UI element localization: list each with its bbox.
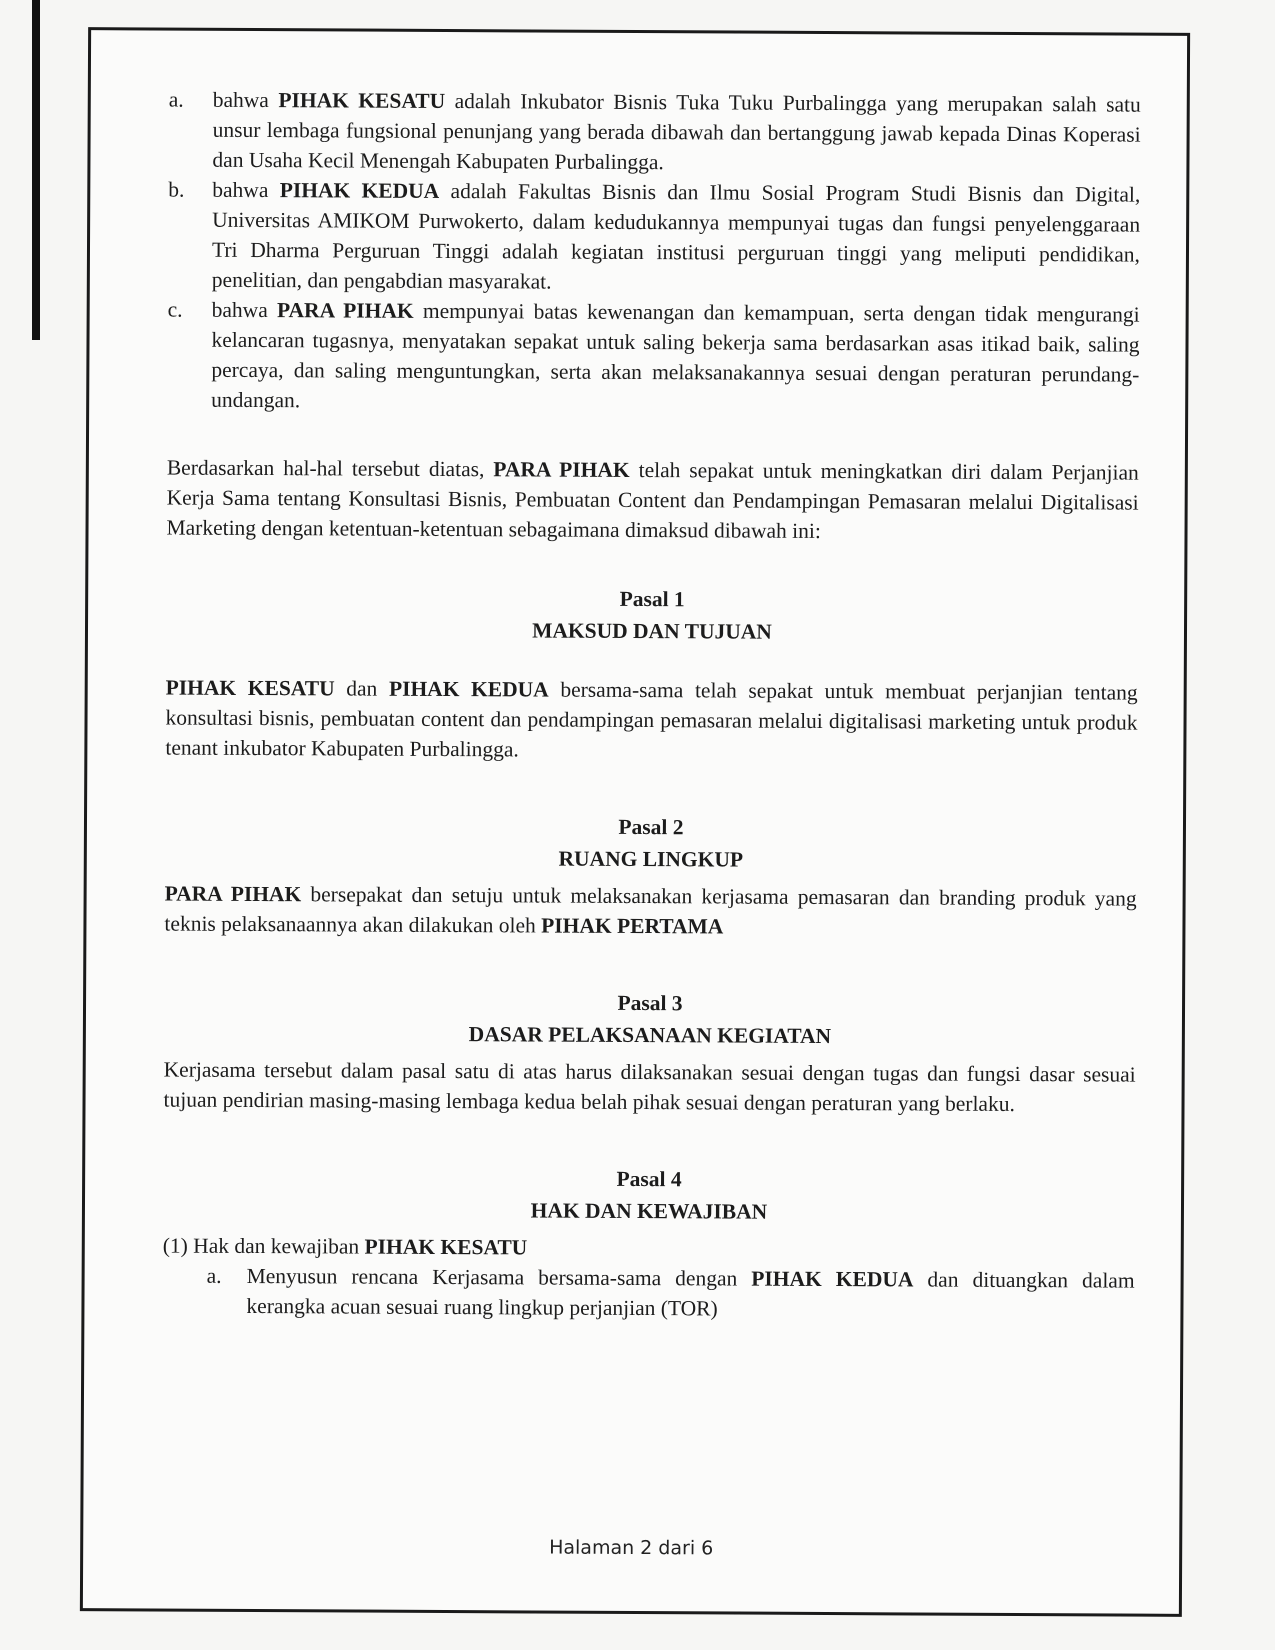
recital-b <box>168 175 1141 300</box>
page-number-footer: Halaman 2 dari 6 <box>549 1536 714 1560</box>
text-run: dan dituangkan dalam kerangka acuan sesuai ruang lingkup perjanjian (TOR) <box>246 1267 1135 1321</box>
text-run: (1) Hak dan kewajiban <box>162 1233 365 1259</box>
pasal-3-number: Pasal 3 <box>617 990 683 1016</box>
list-marker: b. <box>168 177 185 202</box>
pasal-1-body <box>165 673 1137 768</box>
bold-term: PIHAK KEDUA <box>279 178 440 203</box>
text-run: adalah Fakultas Bisnis dan Ilmu Sosial Program Studi Bisnis dan Digital, Universitas AMIKOM Purwokerto, dalam kedudukannya mempunyai tugas dan fungsi penyelenggaraan Tri Dharma Perguruan Tinggi adalah kegiatan institusi perguruan tinggi yang meliputi pendidikan, penelitian, dan pengabdian masyarakat. <box>211 178 1141 294</box>
item-text <box>246 1261 1134 1326</box>
text-run: bahwa <box>211 297 278 323</box>
bold-term: PIHAK KESATU <box>165 675 335 701</box>
pasal-4-item-a <box>206 1261 1134 1326</box>
recital-c <box>167 295 1140 420</box>
intro-paragraph <box>166 453 1138 548</box>
bold-term: PARA PIHAK <box>276 298 414 323</box>
list-marker: a. <box>206 1263 222 1288</box>
text-run: dan <box>334 676 390 701</box>
text-run: bahwa <box>212 87 279 113</box>
pasal-4-title: HAK DAN KEWAJIBAN <box>530 1198 768 1224</box>
pasal-1-number: Pasal 1 <box>619 586 685 612</box>
recital-text <box>212 175 1141 300</box>
recital-text <box>212 85 1140 180</box>
pasal-2-body <box>164 879 1136 944</box>
pasal-4-number: Pasal 4 <box>616 1166 682 1192</box>
text-run: telah sepakat untuk meningkatkan diri dalam Perjanjian Kerja Sama tentang Konsultasi Bisnis, Pembuatan Content dan Pendampingan Pemasaran melalui Digitalisasi Marketing dengan ketentuan-ketentuan sebagaimana dimaksud dibawah ini: <box>166 457 1139 543</box>
text-run: bahwa <box>212 177 280 203</box>
recital-text <box>211 295 1140 420</box>
pasal-3-title: DASAR PELAKSANAAN KEGIATAN <box>468 1022 832 1049</box>
document-body <box>162 85 1140 1326</box>
recital-a <box>168 85 1140 180</box>
text-run: bersepakat dan setuju untuk melaksanakan kerjasama pemasaran dan branding produk yang teknis pelaksanaannya akan dilakukan oleh <box>164 882 1137 938</box>
pasal-3-body: Kerjasama tersebut dalam pasal satu di atas harus dilaksanakan sesuai dengan tugas dan fungsi dasar sesuai tujuan pendirian masing-masing lembaga kedua belah pihak sesuai dengan peraturan yang berlaku. <box>163 1057 1136 1116</box>
bold-term: PARA PIHAK <box>493 457 630 482</box>
pasal-2-number: Pasal 2 <box>618 814 684 840</box>
scan-binding-edge <box>32 0 40 340</box>
document-page <box>80 27 1190 1617</box>
list-marker: a. <box>168 87 184 112</box>
list-marker: c. <box>167 297 183 322</box>
bold-term: PIHAK KESATU <box>278 88 446 113</box>
text-run: adalah Inkubator Bisnis Tuka Tuku Purbalingga yang merupakan salah satu unsur lembaga fungsional penunjang yang berada dibawah dan bertanggung jawab kepada Dinas Koperasi dan Usaha Kecil Menengah Kabupaten Purbalingga. <box>212 88 1141 175</box>
text-run: Berdasarkan hal-hal tersebut diatas, <box>166 455 494 482</box>
bold-term: PARA PIHAK <box>164 881 302 907</box>
bold-term: PIHAK KEDUA <box>751 1266 914 1292</box>
recitals-list <box>167 85 1141 420</box>
text-run: mempunyai batas kewenangan dan kemampuan, serta dengan tidak mengurangi kelancaran tugasnya, menyatakan sepakat untuk saling bekerja sama berdasarkan asas itikad baik, saling percaya, dan saling menguntungkan, serta akan melaksanakannya sesuai dengan peraturan perundang-undangan. <box>211 298 1140 413</box>
bold-term: PIHAK KEDUA <box>388 676 549 702</box>
text-run: bersama-sama telah sepakat untuk membuat perjanjian tentang konsultasi bisnis, pembuatan content dan pendampingan pemasaran melalui digitalisasi marketing untuk produk tenant inkubator Kabupaten Purbalingga. <box>165 677 1138 762</box>
bold-term: PIHAK PERTAMA <box>541 913 724 939</box>
pasal-2-title: RUANG LINGKUP <box>558 846 744 872</box>
bold-term: PIHAK KESATU <box>364 1234 528 1260</box>
text-run: Menyusun rencana Kerjasama bersama-sama dengan <box>246 1263 752 1291</box>
pasal-1-title: MAKSUD DAN TUJUAN <box>532 618 772 644</box>
